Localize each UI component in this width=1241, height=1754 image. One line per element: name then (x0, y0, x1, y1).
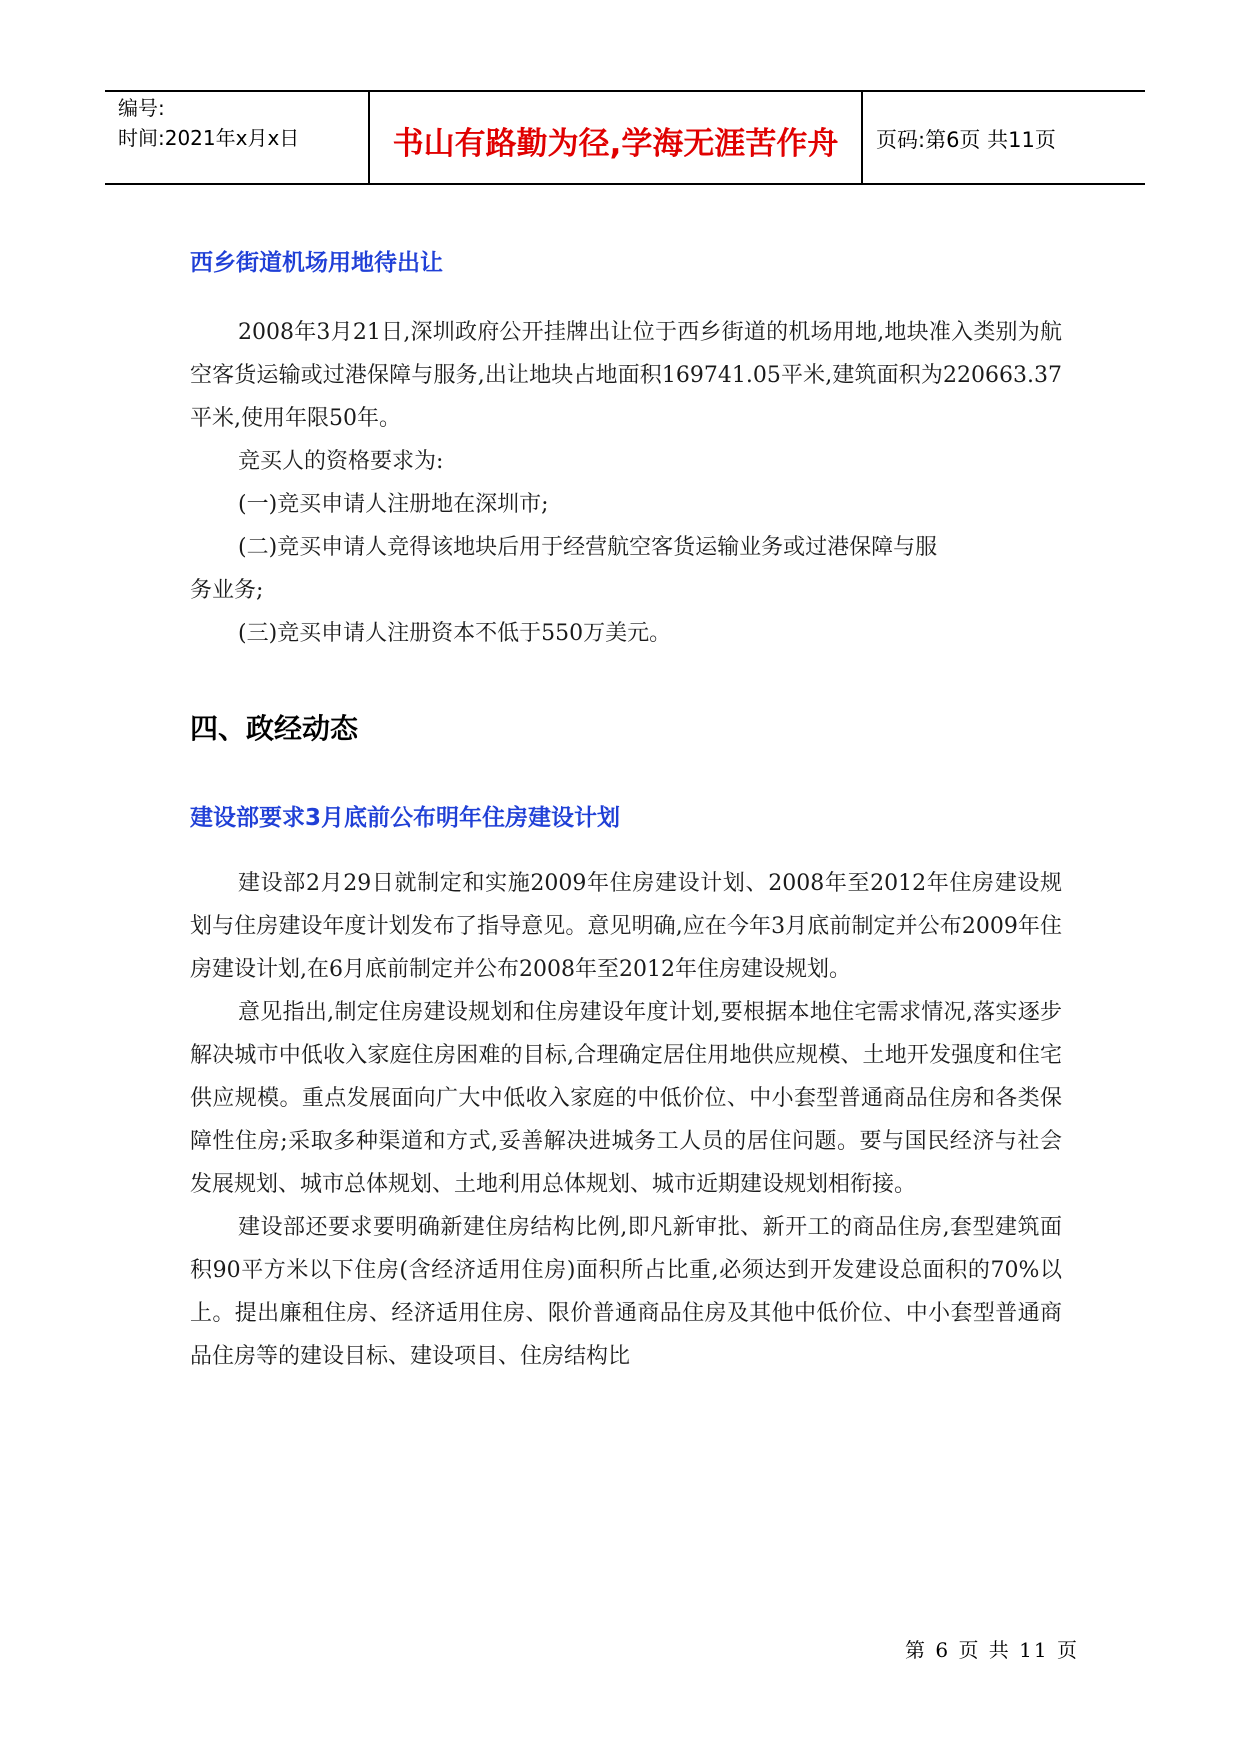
list-item: (二)竞买申请人竞得该地块后用于经营航空客货运输业务或过港保障与服 (238, 535, 938, 560)
document-number-label: 编号: (118, 96, 165, 120)
footer-page-number: 第 6 页 共 11 页 (905, 1638, 1079, 1662)
list-item: (一)竞买申请人注册地在深圳市; (238, 492, 549, 517)
header-meta (118, 93, 299, 153)
list-item: (三)竞买申请人注册资本不低于550万美元。 (238, 621, 672, 646)
paragraph: 2008年3月21日,深圳政府公开挂牌出让位于西乡街道的机场用地,地块准入类别为航空客货运输或过港保障与服务,出让地块占地面积169741.05平米,建筑面积为220663.37平米,使用年限50年。 (190, 320, 1062, 431)
document-body (190, 240, 1062, 1378)
header-page-number: 页码:第6页 共11页 (876, 128, 1056, 152)
list-item-continuation: 务业务; (190, 578, 264, 603)
section-title-housing-plan: 建设部要求3月底前公布明年住房建设计划 (190, 805, 621, 831)
paragraph: 建设部还要求要明确新建住房结构比例,即凡新审批、新开工的商品住房,套型建筑面积90平方米以下住房(含经济适用住房)面积所占比重,必须达到开发建设总面积的70%以上。提出廉租住房、经济适用住房、限价普通商品住房及其他中低价位、中小套型普通商品住房等的建设目标、建设项目、住房结构比 (190, 1215, 1062, 1369)
header-motto: 书山有路勤为径,学海无涯苦作舟 (392, 126, 839, 162)
header-divider-right (861, 90, 863, 185)
paragraph: 竞买人的资格要求为: (238, 449, 444, 474)
document-time-label: 时间:2021年x月x日 (118, 126, 300, 150)
paragraph: 意见指出,制定住房建设规划和住房建设年度计划,要根据本地住宅需求情况,落实逐步解决城市中低收入家庭住房困难的目标,合理确定居住用地供应规模、土地开发强度和住宅供应规模。重点发展面向广大中低收入家庭的中低价位、中小套型普通商品住房和各类保障性住房;采取多种渠道和方式,妥善解决进城务工人员的居住问题。要与国民经济与社会发展规划、城市总体规划、土地利用总体规划、城市近期建设规划相衔接。 (190, 1000, 1062, 1197)
section-heading-politics-economy: 四、政经动态 (190, 712, 359, 745)
section-title-xixiang: 西乡街道机场用地待出让 (190, 250, 443, 276)
header-bottom-rule (105, 183, 1145, 185)
header-top-rule (105, 90, 1145, 92)
paragraph: 建设部2月29日就制定和实施2009年住房建设计划、2008年至2012年住房建设规划与住房建设年度计划发布了指导意见。意见明确,应在今年3月底前制定并公布2009年住房建设计划,在6月底前制定并公布2008年至2012年住房建设规划。 (190, 871, 1062, 982)
